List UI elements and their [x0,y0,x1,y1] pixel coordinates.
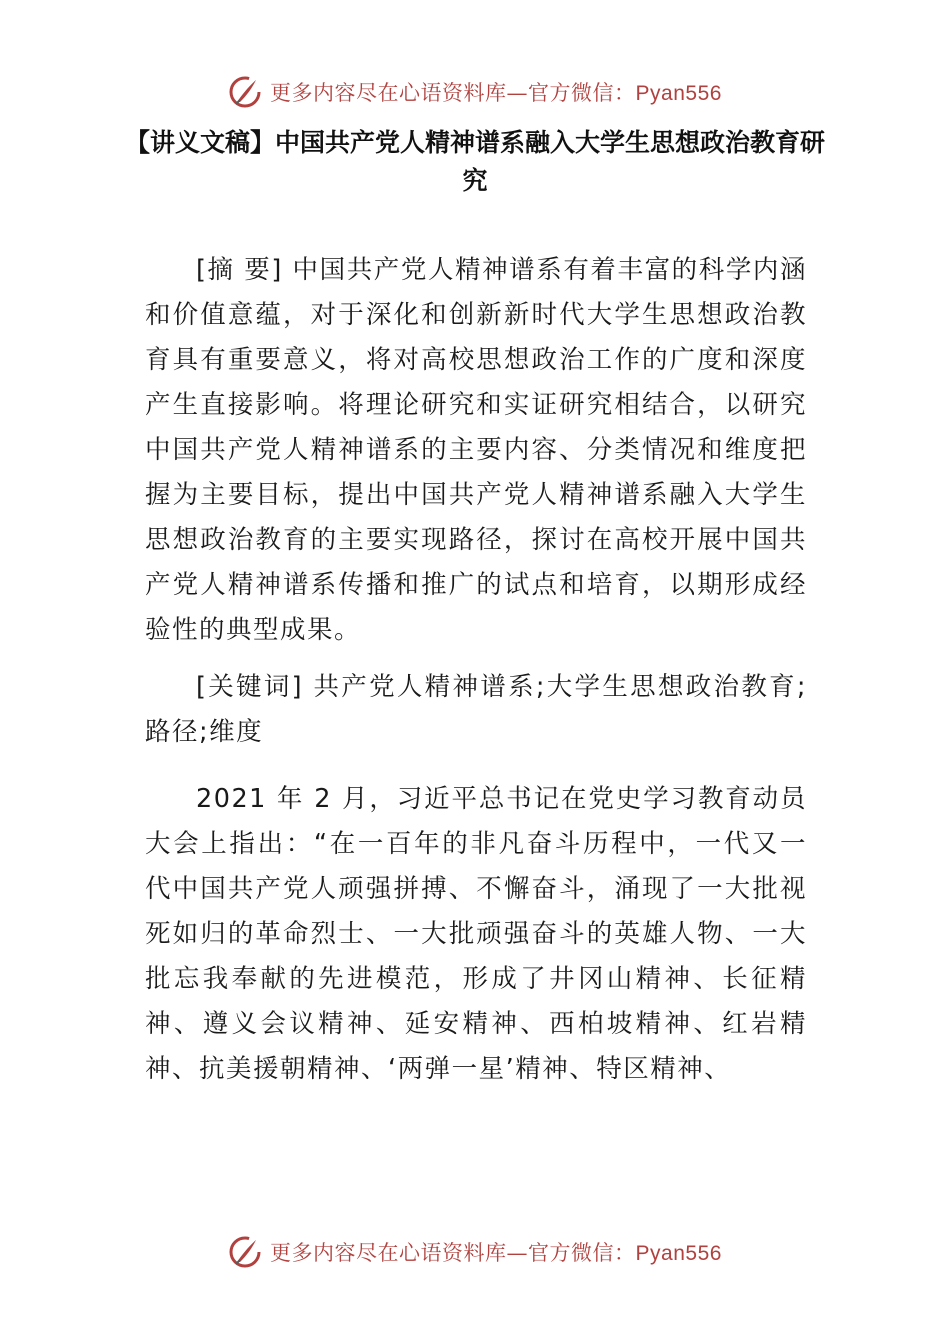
watermark-text [270,77,722,107]
document-body [145,248,807,1092]
body-paragraph: 2021 年 2 月，习近平总书记在党史学习教育动员大会上指出：“在一百年的非凡奋斗历程中，一代又一代中国共产党人顽强拼搏、不懈奋斗，涌现了一大批视死如归的革命烈士、一大批顽强奋斗的英雄人物、一大批忘我奉献的先进模范，形成了井冈山精神、长征精神、遵义会议精神、延安精神、西柏坡精神、红岩精神、抗美援朝精神、‘两弹一星’精神、特区精神、 [145,784,807,1084]
watermark-handle: Pyan556 [635,82,722,105]
quill-logo-icon [228,1235,262,1269]
abstract-paragraph [145,248,807,653]
watermark-text [270,1237,722,1267]
keywords-label: [关键词] [196,672,304,702]
watermark-handle: Pyan556 [635,1242,722,1265]
quill-logo-icon [228,75,262,109]
keywords-paragraph [145,665,807,755]
watermark-label: 更多内容尽在心语资料库—官方微信： [270,1241,636,1265]
document-title: 【讲义文稿】中国共产党人精神谱系融入大学生思想政治教育研究 [124,128,825,195]
abstract-text: 中国共产党人精神谱系有着丰富的科学内涵和价值意蕴，对于深化和创新新时代大学生思想政治教育具有重要意义，将对高校思想政治工作的广度和深度产生直接影响。将理论研究和实证研究相结合，以研究中国共产党人精神谱系的主要内容、分类情况和维度把握为主要目标，提出中国共产党人精神谱系融入大学生思想政治教育的主要实现路径，探讨在高校开展中国共产党人精神谱系传播和推广的试点和培育，以期形成经验性的典型成果。 [145,255,807,645]
header-watermark [0,72,950,112]
keywords-text: 共产党人精神谱系;大学生思想政治教育;路径;维度 [145,672,807,747]
watermark-label: 更多内容尽在心语资料库—官方微信： [270,81,636,105]
abstract-label: [摘 要] [196,255,283,285]
footer-watermark [0,1232,950,1272]
